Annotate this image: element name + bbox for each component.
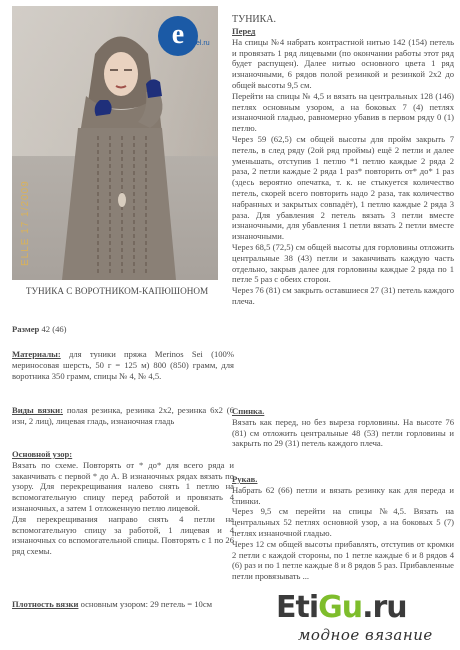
front-paragraph-5: Через 76 (81) см закрыть оставшиеся 27 (31) петель каждого плеча. (232, 285, 454, 306)
caption: ТУНИКА С ВОРОТНИКОМ-КАПЮШОНОМ (25, 286, 209, 296)
types-text: полая резинка, резинка 2х2, резинка 6х2 (6 изн, 2 лиц), лицевая гладь, изнаночная гладь (12, 405, 234, 426)
density-block (12, 599, 234, 610)
sleeve-paragraph-2: Через 9,5 см перейти на спицы №4,5. Вязать на центральных 52 петлях основной узор, а на боковых 5 (7) петлях изнаночной гладью. (232, 506, 454, 538)
back-label: Спинка. (232, 406, 265, 416)
sleeve-block (232, 474, 454, 582)
sleeve-paragraph-1: Набрать 62 (66) петли и вязать резинку как для переда и спинки. (232, 484, 454, 506)
back-text: Вязать как перед, но без выреза горловины. На высоте 76 (81) см отложить центральные 48 (53) петли горловины и закрыть по 29 (31) петель каждого плеча. (232, 416, 454, 449)
sleeve-label: Рукав. (232, 474, 258, 484)
pattern-label: Основной узор: (12, 449, 73, 459)
back-block (232, 406, 454, 449)
brand-part-2: Gu (318, 590, 363, 625)
front-label: Перед (232, 26, 256, 36)
size-line (12, 324, 234, 335)
front-paragraph-3: Через 59 (62,5) см общей высоты для пройм закрыть 7 петель, в след ряду (2ой ряд проймы) ещё 2 петли и далее уменьшать, отступив 1 петлю *1 петлю каждые 2 ряда 2 раза, 2 петли каждые 2 ряда 1 раз* повторить от* до* 1 раз (здесь вероятно опечатка, т. к. не стыкуется количество петель, скорей всего повторить надо 2 раза, так количество набранных и закрытых совпадёт), 1 петлю каждые 2 ряда 3 раза. Для убавления 2 петель вязать 3 петли вместе изнаночными, для убавления 1 петли вязать 2 петли вместе изнаночными. (232, 133, 454, 242)
logo-subtext: el.ru (196, 40, 210, 47)
pattern-paragraph-1: Вязать по схеме. Повторять от * до* для всего ряда и заканчивать с первой * до А. В изнаночных рядах вязать по узору. Для перекрещивания налево снять 1 петлю на вспомогательную спицу перед работой и провязать 4 изнаночных, а затем 1 отложенную петлю лицевой. (12, 459, 234, 513)
types-block (12, 405, 234, 427)
watermark-tagline: модное вязание (298, 626, 433, 644)
right-title: ТУНИКА. (232, 14, 277, 25)
materials-block (12, 349, 234, 381)
front-paragraph-2: Перейти на спицы № 4,5 и вязать на центральных 128 (146) петлях основным узором, а на боковых 7 (4) петлях изнаночной гладью, равномерно убавив в первом ряду 0 (1) петлю. (232, 90, 454, 134)
size-value: 42 (46) (41, 324, 67, 334)
front-block (232, 26, 454, 307)
density-text: основным узором: 29 петель = 10см (80, 599, 213, 609)
magazine-logo: e (158, 16, 198, 56)
pattern-block (12, 449, 234, 557)
site-watermark (276, 590, 458, 648)
pattern-paragraph-2: Для перекрещивания направо снять 4 петли на вспомогательную спицу за работой, 1 лицевая и 4 изнаночных со вспомогательной спицы. Повторять с 1 по 26 ряд схемы. (12, 513, 234, 557)
front-paragraph-1: На спицы №4 набрать контрастной нитью 142 (154) петель и провязать 1 ряд лицевыми (по окончании работы этот ряд будет распущен). Далее нитью основного цвета 1 ряд изнаночными, 6 рядов полой резинкой и резинкой 2х2 до общей высоты 9,5 см. (232, 36, 454, 90)
materials-text: для туники пряжа Merinos Sei (100% мериносовая шерсть, 50 г = 125 м) 800 (850) грамм, для воротника 350 грамм, спицы № 4, № 4,5. (12, 349, 235, 381)
brand-part-3: . (362, 590, 373, 625)
types-label: Виды вязки: (12, 405, 63, 415)
model-figure (50, 24, 190, 280)
watermark-brand (276, 590, 407, 625)
materials-label: Материалы: (12, 349, 61, 359)
brand-part-1: Eti (276, 590, 319, 625)
front-paragraph-4: Через 68,5 (72,5) см общей высоты для горловины отложить центральные 38 (43) петли и заканчивать каждую часть отдельно, закрыв далее для горловины каждые 2 ряда по 1 петле 5 раз с обеих сторон. (232, 241, 454, 285)
sleeve-paragraph-3: Через 12 см общей высоты прибавлять, отступив от кромки 2 петли с каждой стороны, по 1 петле каждые 6 и 8 рядов 4 (6) раз и по 1 петле каждые 8 и 8 рядов 5 раз. Прибавленные петли провязывать ... (232, 538, 454, 582)
density-label: Плотность вязки (12, 599, 79, 609)
brand-part-4: ru (372, 590, 407, 625)
photo-vertical-text: ELLE 17 1/2009 (20, 180, 31, 266)
size-label: Размер (12, 324, 40, 334)
model-photo (12, 6, 218, 280)
